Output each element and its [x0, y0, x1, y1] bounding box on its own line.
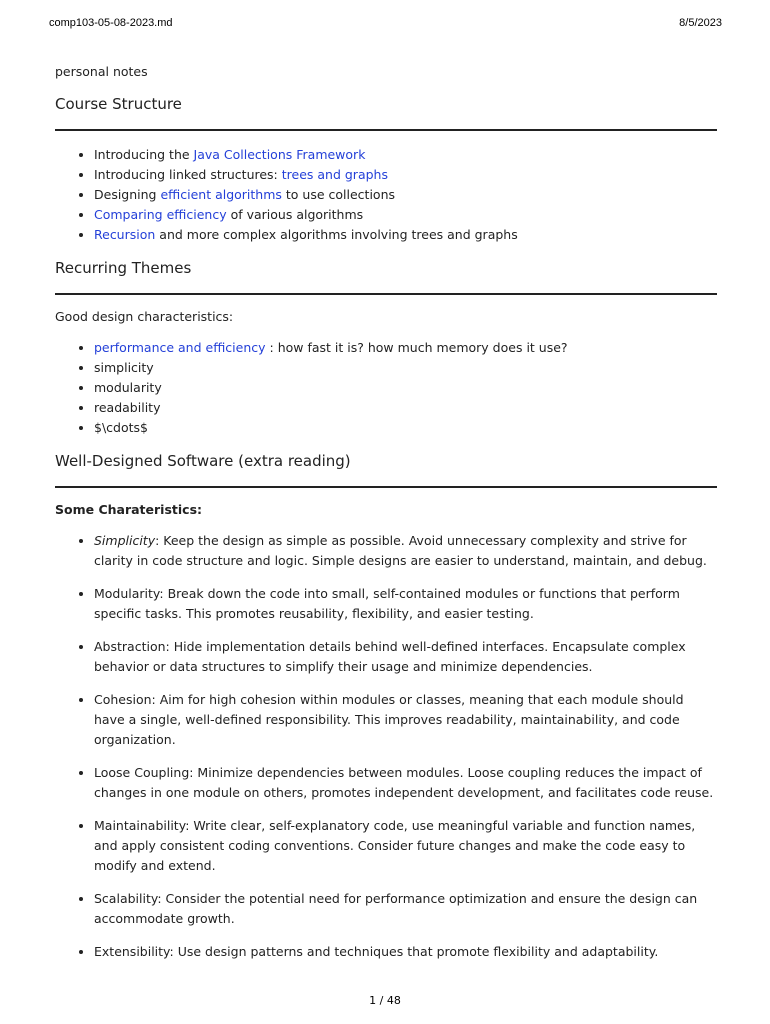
- course-structure-list: [55, 145, 717, 245]
- design-characteristics-list: [55, 338, 717, 438]
- list-item: • Maintainability: Write clear, self-explanatory code, use meaningful variable and function names, and apply consistent coding conventions. Consider future changes and make the code easy to modify and extend.: [94, 816, 717, 876]
- heading-well-designed-software: Well-Designed Software (extra reading): [55, 452, 351, 470]
- list-item: • Simplicity: Keep the design as simple as possible. Avoid unnecessary complexity and strive for clarity in code structure and logic. Simple designs are easier to understand, maintain, and debug.: [94, 531, 717, 571]
- link-performance-efficiency[interactable]: performance and efficiency: [94, 340, 266, 355]
- link-efficient-algorithms[interactable]: efficient algorithms: [160, 187, 282, 202]
- intro-text: personal notes: [55, 64, 148, 79]
- print-date: 8/5/2023: [679, 17, 722, 29]
- list-item: • performance and efficiency : how fast it is? how much memory does it use?: [94, 338, 717, 358]
- link-java-collections[interactable]: Java Collections Framework: [193, 147, 366, 162]
- list-item: • Modularity: Break down the code into small, self-contained modules or functions that perform specific tasks. This promotes reusability, flexibility, and easier testing.: [94, 584, 717, 624]
- list-item: • simplicity: [94, 358, 717, 378]
- list-item: • Introducing the Java Collections Framework: [94, 145, 717, 165]
- divider: [55, 486, 717, 488]
- characteristics-subtitle: Some Charateristics:: [55, 502, 203, 517]
- link-comparing-efficiency[interactable]: Comparing efficiency: [94, 207, 227, 222]
- list-item: • Comparing efficiency of various algorithms: [94, 205, 717, 225]
- list-item: • Scalability: Consider the potential need for performance optimization and ensure the design can accommodate growth.: [94, 889, 717, 929]
- good-design-intro: Good design characteristics:: [55, 309, 234, 324]
- document-body: [55, 64, 717, 976]
- list-item: • readability: [94, 398, 717, 418]
- list-item: • modularity: [94, 378, 717, 398]
- document-filename: comp103-05-08-2023.md: [49, 17, 173, 29]
- page-number: 1 / 48: [369, 994, 401, 1007]
- heading-recurring-themes: Recurring Themes: [55, 259, 192, 277]
- list-item: • Introducing linked structures: trees and graphs: [94, 165, 717, 185]
- link-trees-and-graphs[interactable]: trees and graphs: [281, 167, 388, 182]
- list-item: • Abstraction: Hide implementation details behind well-defined interfaces. Encapsulate complex behavior or data structures to simplify their usage and minimize dependencies.: [94, 637, 717, 677]
- divider: [55, 129, 717, 131]
- list-item: • $\cdots$: [94, 418, 717, 438]
- characteristics-list: [55, 531, 717, 962]
- simplicity-term: Simplicity: [94, 533, 156, 548]
- heading-course-structure: Course Structure: [55, 95, 182, 113]
- divider: [55, 293, 717, 295]
- list-item: • Extensibility: Use design patterns and techniques that promote flexibility and adaptability.: [94, 942, 717, 962]
- list-item: • Cohesion: Aim for high cohesion within modules or classes, meaning that each module should have a single, well-defined responsibility. This improves readability, maintainability, and code organization.: [94, 690, 717, 750]
- link-recursion[interactable]: Recursion: [94, 227, 156, 242]
- list-item: • Designing efficient algorithms to use collections: [94, 185, 717, 205]
- list-item: • Recursion and more complex algorithms involving trees and graphs: [94, 225, 717, 245]
- list-item: • Loose Coupling: Minimize dependencies between modules. Loose coupling reduces the impact of changes in one module on others, promotes independent development, and facilitates code reuse.: [94, 763, 717, 803]
